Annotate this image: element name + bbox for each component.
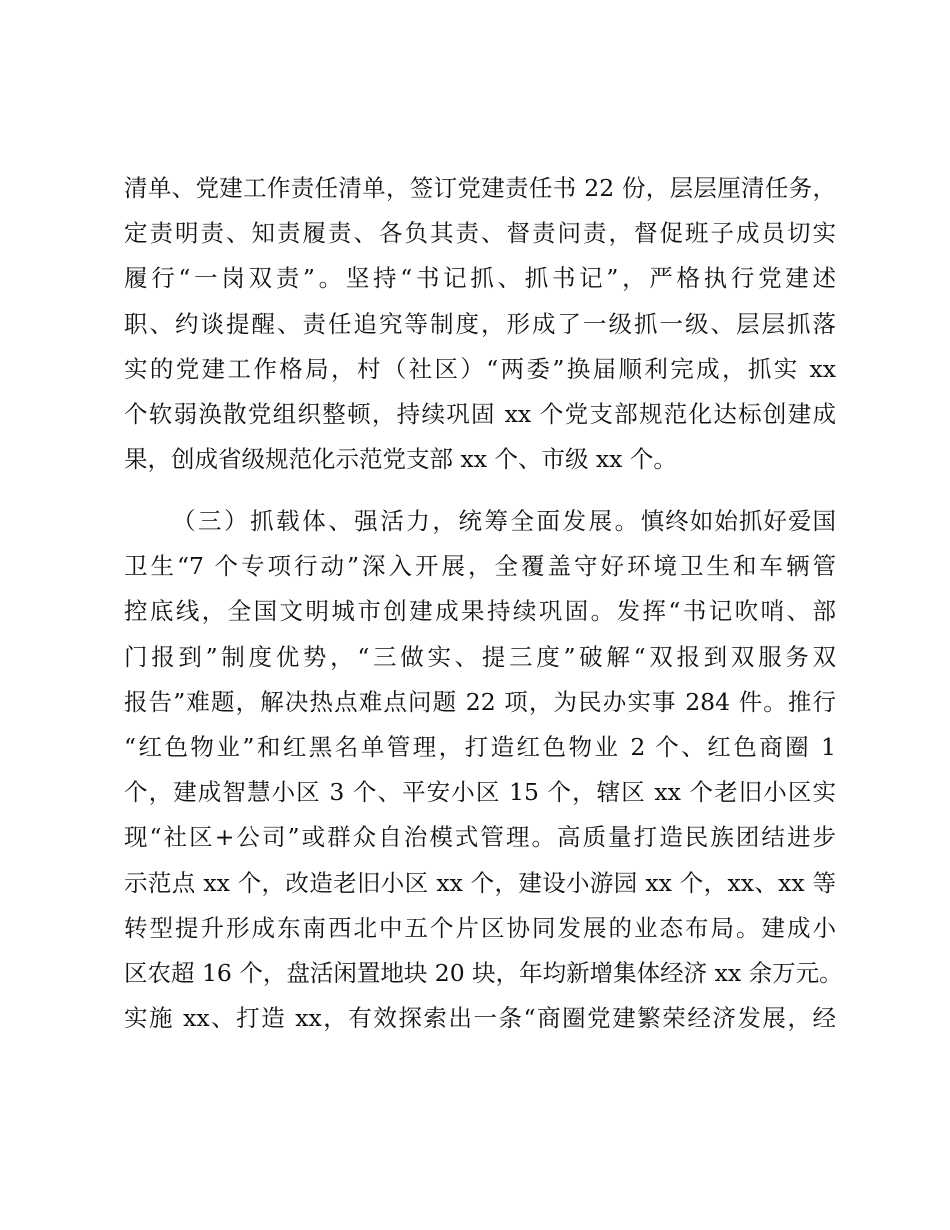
paragraph-line: 个软弱涣散党组织整顿，持续巩固 xx 个党支部规范化达标创建成 — [124, 399, 836, 428]
paragraph-line: 个，建成智慧小区 3 个、平安小区 15 个，辖区 xx 个老旧小区实 — [124, 778, 836, 807]
paragraph-line: 示范点 xx 个，改造老旧小区 xx 个，建设小游园 xx 个，xx、xx 等 — [124, 868, 836, 897]
paragraph-line: 门报到”制度优势，“三做实、提三度”破解“双报到双服务双 — [124, 642, 836, 671]
paragraph-line: 卫生“7 个专项行动”深入开展，全覆盖守好环境卫生和车辆管 — [124, 552, 836, 581]
paragraph-line: 转型提升形成东南西北中五个片区协同发展的业态布局。建成小 — [124, 913, 836, 942]
paragraph-line: 现“社区+公司”或群众自治模式管理。高质量打造民族团结进步 — [124, 823, 836, 852]
paragraph-line: 实施 xx、打造 xx，有效探索出一条“商圈党建繁荣经济发展，经 — [124, 1004, 836, 1033]
paragraph-line: 清单、党建工作责任清单，签订党建责任书 22 份，层层厘清任务， — [124, 174, 836, 202]
paragraph-line-text: 慎终如始抓好爱国 — [640, 507, 837, 535]
paragraph-line: 实的党建工作格局，村（社区）“两委”换届顺利完成，抓实 xx — [124, 354, 836, 383]
paragraph-line: 履行“一岗双责”。坚持“书记抓、抓书记”，严格执行党建述 — [124, 264, 836, 293]
paragraph-line: 定责明责、知责履责、各负其责、督责问责，督促班子成员切实 — [124, 219, 836, 248]
paragraph-line: 报告”难题，解决热点难点问题 22 项，为民办实事 284 件。推行 — [124, 687, 836, 716]
section-heading: （三）抓载体、强活力，统筹全面发展。 — [172, 507, 641, 535]
paragraph-line: 控底线，全国文明城市创建成果持续巩固。发挥“书记吹哨、部 — [124, 597, 836, 626]
paragraph-first-line — [124, 499, 836, 544]
paragraph-line: 职、约谈提醒、责任追究等制度，形成了一级抓一级、层层抓落 — [124, 309, 836, 338]
paragraph-line: 区农超 16 个，盘活闲置地块 20 块，年均新增集体经济 xx 余万元。 — [124, 958, 843, 987]
paragraph-carrier-vitality — [124, 499, 843, 1041]
paragraph-party-building-responsibility — [124, 166, 836, 482]
paragraph-line: “红色物业”和红黑名单管理，打造红色物业 2 个、红色商圈 1 — [124, 732, 836, 761]
paragraph-line: 果，创成省级规范化示范党支部 xx 个、市级 xx 个。 — [124, 445, 677, 474]
